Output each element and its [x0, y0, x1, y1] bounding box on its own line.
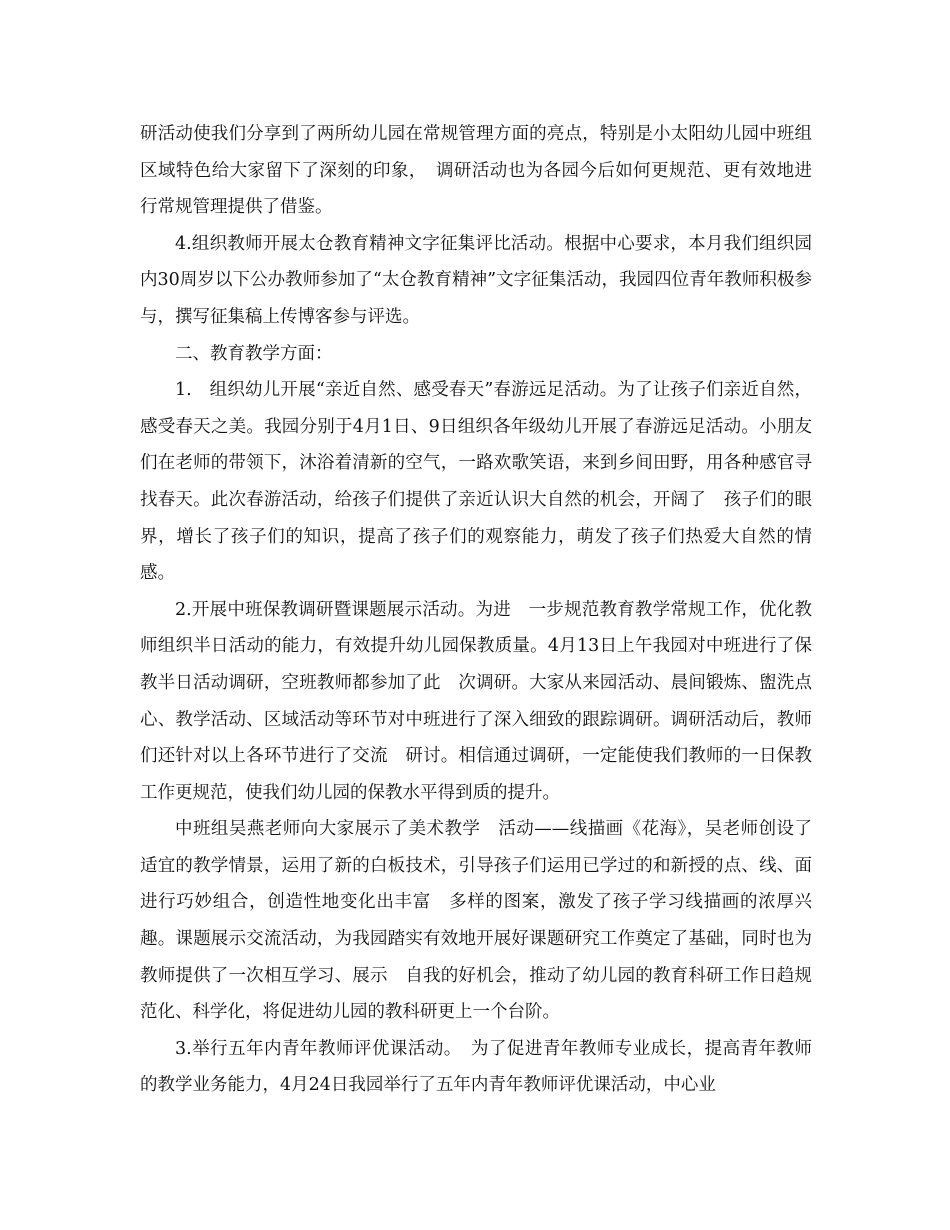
section-heading-teaching: 二、教育教学方面： [175, 343, 333, 364]
paragraph-4: 2.开展中班保教调研暨课题展示活动。为进 一步规范教育教学常规工作，优化教师组织半日活动的能力，有效提升幼儿园保教质量。4月13日上午我园对中班进行了保教半日活动调研，空班教师都参加了此 次调研。大家从来园活动、晨间锻炼、盥洗点心、教学活动、区域活动等环节对中班进行了深入细致的跟踪调研。调研活动后，教师们还针对以上各环节进行了交流 研讨。相信通过调研，一定能使我们教师的一日保教工作更规范，使我们幼儿园的保教水平得到质的提升。 [140, 599, 812, 803]
paragraph-6: 3.举行五年内青年教师评优课活动。 为了促进青年教师专业成长，提高青年教师的教学业务能力，4月24日我园举行了五年内青年教师评优课活动，中心业 [140, 1038, 812, 1096]
paragraph-1: 研活动使我们分享到了两所幼儿园在常规管理方面的亮点，特别是小太阳幼儿园中班组区域特色给大家留下了深刻的印象， 调研活动也为各园今后如何更规范、更有效地进行常规管理提供了借鉴。 [140, 124, 812, 218]
paragraph-2: 4.组织教师开展太仓教育精神文字征集评比活动。根据中心要求，本月我们组织园内30周岁以下公办教师参加了“太仓教育精神”文字征集活动，我园四位青年教师积极参与，撰写征集稿上传博客参与评选。 [140, 233, 812, 327]
paragraph-3: 1. 组织幼儿开展“亲近自然、感受春天”春游远足活动。为了让孩子们亲近自然，感受春天之美。我园分别于4月1日、9日组织各年级幼儿开展了春游远足活动。小朋友们在老师的带领下，沐浴着清新的空气，一路欢歌笑语，来到乡间田野，用各种感官寻找春天。此次春游活动，给孩子们提供了亲近认识大自然的机会，开阔了 孩子们的眼界，增长了孩子们的知识，提高了孩子们的观察能力，萌发了孩子们热爱大自然的情感。 [140, 380, 812, 584]
paragraph-5: 中班组吴燕老师向大家展示了美术教学 活动——线描画《花海》，吴老师创设了适宜的教学情景，运用了新的白板技术，引导孩子们运用已学过的和新授的点、线、面进行巧妙组合，创造性地变化出丰富 多样的图案，激发了孩子学习线描画的浓厚兴趣。课题展示交流活动，为我园踏实有效地开展好课题研究工作奠定了基础，同时也为教师提供了一次相互学习、展示 自我的好机会，推动了幼儿园的教育科研工作日趋规范化、科学化，将促进幼儿园的教科研更上一个台阶。 [140, 819, 812, 1023]
document-body [140, 116, 812, 1104]
